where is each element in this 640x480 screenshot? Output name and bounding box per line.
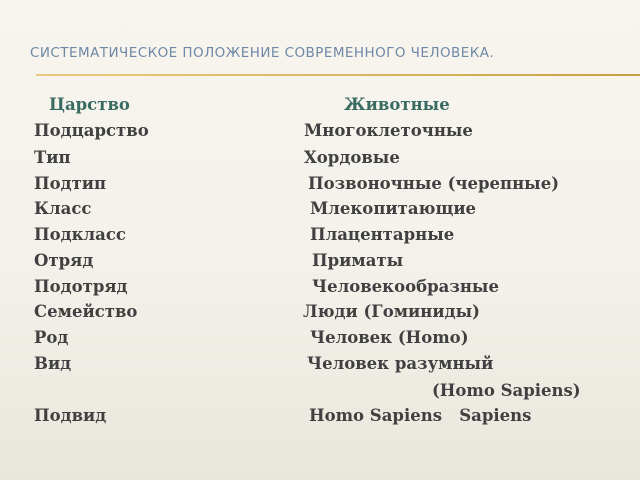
taxon-value: Позвоночные (черепные) — [308, 174, 560, 193]
taxonomy-row — [0, 171, 640, 197]
rank-label: Подотряд — [34, 277, 128, 296]
taxonomy-row — [0, 196, 640, 222]
rank-label: Семейство — [34, 302, 138, 321]
taxonomy-row — [0, 145, 640, 171]
taxonomy-row — [0, 118, 640, 144]
taxonomy-row — [0, 222, 640, 248]
rank-label: Род — [34, 328, 69, 347]
rank-label: Отряд — [34, 251, 94, 270]
taxonomy-row — [0, 351, 640, 377]
taxon-value: Человек (Homo) — [310, 328, 469, 347]
rank-label: Подкласс — [34, 225, 126, 244]
taxonomy-row — [0, 378, 640, 404]
taxon-value: Млекопитающие — [310, 199, 477, 218]
rank-label: Подцарство — [34, 121, 149, 140]
title-divider — [36, 74, 640, 76]
rank-label: Класс — [34, 199, 92, 218]
slide-title: СИСТЕМАТИЧЕСКОЕ ПОЛОЖЕНИЕ СОВРЕМЕННОГО ЧЕЛОВЕКА. — [30, 45, 495, 61]
taxon-value: Животные — [344, 95, 450, 114]
taxonomy-row — [0, 248, 640, 274]
taxon-value: Многоклеточные — [304, 121, 473, 140]
rank-label: Тип — [34, 148, 71, 167]
taxon-value: Хордовые — [304, 148, 400, 167]
taxon-value: Приматы — [312, 251, 404, 270]
taxonomy-header-row — [0, 92, 640, 118]
taxon-value: Человек разумный — [307, 354, 494, 373]
taxon-value: Человекообразные — [312, 277, 499, 296]
taxon-value: Плацентарные — [310, 225, 455, 244]
rank-label: Вид — [34, 354, 72, 373]
rank-label: Подвид — [34, 406, 107, 425]
rank-label: Подтип — [34, 174, 107, 193]
taxonomy-row — [0, 403, 640, 429]
taxonomy-row — [0, 274, 640, 300]
taxon-value: (Homo Sapiens) — [432, 381, 581, 400]
taxonomy-row — [0, 299, 640, 325]
taxon-value: Homo Sapiens Sapiens — [309, 406, 532, 425]
taxon-value: Люди (Гоминиды) — [303, 302, 480, 321]
taxonomy-row — [0, 325, 640, 351]
rank-label: Царство — [49, 95, 130, 114]
